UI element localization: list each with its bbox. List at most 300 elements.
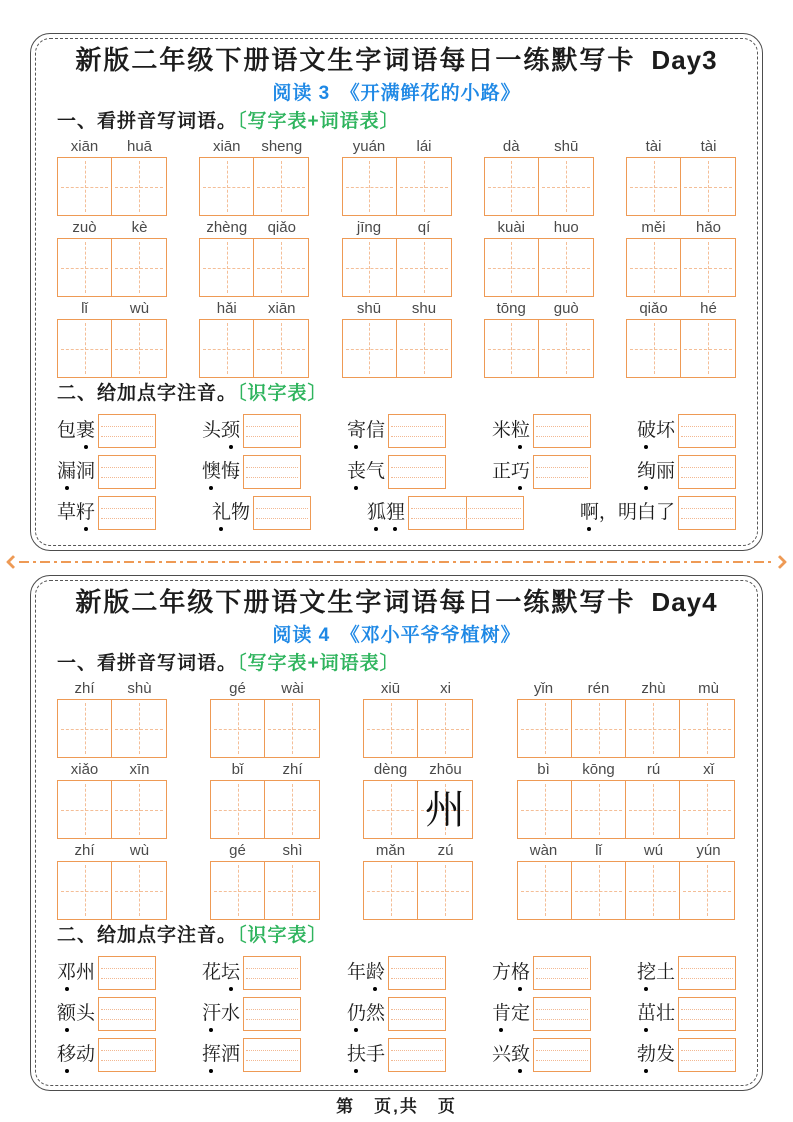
pinyin-syllable: shù [127, 680, 152, 697]
annotation-item [580, 496, 736, 530]
pinyin-syllable: qiǎo [639, 300, 668, 317]
card-title-text: 新版二年级下册语文生字词语每日一练默写卡 [75, 46, 636, 75]
section-one-note: 〔写字表+词语表〕 [237, 653, 400, 674]
section-two-note: 〔识字表〕 [237, 925, 328, 946]
character: 花 [201, 962, 221, 983]
pinyin-section [57, 679, 736, 920]
pinyin-syllable: xīn [129, 761, 150, 778]
annotation-item [367, 496, 524, 530]
character: 发 [655, 1044, 675, 1065]
character: 动 [76, 1044, 96, 1065]
writing-cell[interactable] [572, 781, 626, 838]
pinyin-syllable: kōng [582, 761, 615, 778]
writing-cell[interactable] [626, 700, 680, 757]
pinyin-syllable: xiān [267, 300, 296, 317]
pinyin-word-group [57, 760, 167, 839]
answer-box[interactable] [98, 455, 156, 489]
writing-cell[interactable] [418, 862, 472, 919]
section-two-label: 二、给加点字注音。 [57, 925, 238, 946]
pinyin-row [57, 137, 736, 216]
pinyin-syllable: dà [502, 138, 520, 155]
pinyin-syllable: měi [641, 219, 666, 236]
writing-grid [342, 157, 452, 216]
answer-box[interactable] [243, 997, 301, 1031]
character: 头 [76, 1003, 96, 1024]
writing-grid [57, 780, 167, 839]
pinyin-labels [516, 760, 736, 779]
answer-box[interactable] [533, 455, 591, 489]
pinyin-labels [363, 841, 473, 860]
writing-cell[interactable] [265, 781, 319, 838]
section-one-heading [57, 651, 736, 677]
pinyin-syllable: zhōu [429, 761, 462, 778]
writing-grid [626, 157, 736, 216]
pinyin-syllable: zhí [74, 842, 95, 859]
accented-character: 勃 [636, 1044, 656, 1065]
writing-cell[interactable] [58, 239, 112, 296]
answer-box[interactable] [408, 496, 524, 530]
annotation-word [492, 419, 530, 443]
annotation-word [492, 961, 530, 985]
writing-cell[interactable] [397, 158, 451, 215]
writing-cell[interactable] [343, 158, 397, 215]
pinyin-syllable: bǐ [231, 761, 244, 778]
answer-box[interactable] [388, 1038, 446, 1072]
writing-cell[interactable] [539, 239, 593, 296]
writing-cell[interactable] [265, 700, 319, 757]
pinyin-labels [210, 841, 320, 860]
pinyin-syllable: jīng [356, 219, 382, 236]
pinyin-word-group [342, 137, 452, 216]
annotation-item [347, 1038, 446, 1072]
pinyin-syllable: zhèng [206, 219, 248, 236]
writing-grid [57, 238, 167, 297]
answer-box[interactable] [243, 455, 301, 489]
character: 洒 [221, 1044, 241, 1065]
pinyin-syllable: zuò [72, 219, 97, 236]
pinyin-syllable: mǎn [375, 842, 406, 859]
annotation-word [492, 460, 530, 484]
writing-cell[interactable] [211, 862, 265, 919]
pinyin-syllable: shu [411, 300, 437, 317]
writing-cell[interactable] [364, 700, 418, 757]
writing-cell[interactable] [112, 239, 166, 296]
answer-box[interactable] [678, 997, 736, 1031]
answer-box[interactable] [678, 414, 736, 448]
pinyin-syllable: shū [554, 138, 579, 155]
annotation-word [57, 1002, 95, 1026]
pinyin-syllable: qiǎo [267, 219, 296, 236]
answer-box[interactable] [98, 997, 156, 1031]
pinyin-syllable: tài [645, 138, 662, 155]
card-title-text: 新版二年级下册语文生字词语每日一练默写卡 [75, 588, 636, 617]
writing-cell[interactable] [58, 158, 112, 215]
answer-box[interactable] [533, 956, 591, 990]
pinyin-word-group [199, 299, 309, 378]
writing-cell[interactable] [200, 320, 254, 377]
writing-cell[interactable] [112, 700, 166, 757]
pinyin-word-group [210, 841, 320, 920]
annotation-word [202, 1043, 240, 1067]
writing-cell[interactable] [58, 781, 112, 838]
answer-box[interactable] [678, 1038, 736, 1072]
writing-cell[interactable] [418, 781, 472, 838]
accented-character: 籽 [76, 502, 96, 523]
answer-box[interactable] [388, 956, 446, 990]
character: 了 [655, 502, 675, 523]
annotation-word [57, 501, 95, 525]
pinyin-syllable: kè [131, 219, 148, 236]
section-two-heading [57, 923, 736, 949]
answer-box[interactable] [533, 414, 591, 448]
character: 方 [491, 962, 511, 983]
day-badge: Day4 [651, 587, 718, 617]
writing-grid [363, 699, 473, 758]
writing-cell[interactable] [485, 320, 539, 377]
card-day3 [30, 33, 763, 551]
accented-character: 挖 [636, 962, 656, 983]
character: 然 [365, 1003, 385, 1024]
annotation-item [202, 455, 301, 489]
writing-cell[interactable] [572, 862, 626, 919]
writing-cell[interactable] [112, 781, 166, 838]
annotation-item [57, 496, 156, 530]
annotation-row [57, 956, 736, 990]
writing-cell[interactable] [211, 781, 265, 838]
character: 物 [230, 502, 250, 523]
character: 草 [57, 502, 77, 523]
pinyin-syllable: xi [440, 680, 451, 697]
answer-box[interactable] [243, 1038, 301, 1072]
annotation-word [637, 419, 675, 443]
annotation-section [57, 414, 736, 530]
annotation-item [637, 997, 736, 1031]
accented-character: 懊 [201, 461, 221, 482]
answer-box[interactable] [533, 997, 591, 1031]
card-subtitle: 阅读 3 《开满鲜花的小路》 [272, 83, 521, 104]
pinyin-syllable: rén [587, 680, 610, 697]
writing-cell[interactable] [627, 158, 681, 215]
pinyin-labels [484, 137, 594, 156]
annotation-word [57, 419, 95, 443]
pinyin-labels [199, 218, 309, 237]
answer-box[interactable] [678, 496, 736, 530]
annotation-item [637, 956, 736, 990]
annotation-row [57, 496, 736, 530]
answer-box[interactable] [388, 455, 446, 489]
answer-box[interactable] [98, 956, 156, 990]
writing-cell[interactable] [254, 320, 308, 377]
writing-cell[interactable] [397, 320, 451, 377]
pinyin-word-group [342, 299, 452, 378]
pinyin-word-group [199, 137, 309, 216]
answer-box[interactable] [253, 496, 311, 530]
pinyin-row [57, 299, 736, 378]
writing-cell[interactable] [518, 781, 572, 838]
answer-box[interactable] [243, 414, 301, 448]
writing-cell[interactable] [211, 700, 265, 757]
pinyin-word-group [484, 137, 594, 216]
accented-character: 坛 [221, 962, 241, 983]
divider-arrow-left-icon [6, 555, 20, 569]
annotation-item [347, 997, 446, 1031]
section-two-label: 二、给加点字注音。 [57, 383, 238, 404]
annotation-item [492, 997, 591, 1031]
writing-cell[interactable] [343, 239, 397, 296]
writing-cell[interactable] [58, 320, 112, 377]
writing-cell[interactable] [397, 239, 451, 296]
writing-cell[interactable] [364, 862, 418, 919]
accented-character: 格 [510, 962, 530, 983]
section-one-note: 〔写字表+词语表〕 [237, 111, 400, 132]
pinyin-word-group [199, 218, 309, 297]
accented-character: 啊 [579, 502, 599, 523]
prefilled-character: 州 [425, 786, 465, 832]
annotation-item [347, 455, 446, 489]
pinyin-syllable: xiū [380, 680, 401, 697]
writing-grid [210, 780, 320, 839]
answer-box[interactable] [98, 496, 156, 530]
accented-character: 绚 [636, 461, 656, 482]
pinyin-word-group [57, 137, 167, 216]
annotation-word [57, 961, 95, 985]
accented-character: 颈 [221, 420, 241, 441]
annotation-word [202, 460, 240, 484]
pinyin-syllable: tōng [496, 300, 526, 317]
pinyin-syllable: huā [126, 138, 153, 155]
card-subtitle: 阅读 4 《邓小平爷爷植树》 [272, 625, 521, 646]
pinyin-word-group [57, 218, 167, 297]
writing-cell[interactable] [681, 239, 735, 296]
answer-box[interactable] [98, 414, 156, 448]
character: 水 [221, 1003, 241, 1024]
accented-character: 仍 [346, 1003, 366, 1024]
writing-cell[interactable] [112, 320, 166, 377]
pinyin-labels [57, 299, 167, 318]
accented-character: 破 [636, 420, 656, 441]
writing-cell[interactable] [343, 320, 397, 377]
annotation-item [347, 956, 446, 990]
writing-cell[interactable] [680, 862, 734, 919]
writing-cell[interactable] [518, 862, 572, 919]
pinyin-word-group [363, 841, 473, 920]
writing-cell[interactable] [539, 320, 593, 377]
annotation-word [57, 1043, 95, 1067]
accented-character: 粒 [510, 420, 530, 441]
writing-cell[interactable] [572, 700, 626, 757]
section-two-note: 〔识字表〕 [237, 383, 328, 404]
writing-cell[interactable] [518, 700, 572, 757]
pinyin-word-group [484, 299, 594, 378]
answer-box[interactable] [388, 997, 446, 1031]
writing-cell[interactable] [112, 862, 166, 919]
annotation-row [57, 997, 736, 1031]
writing-grid [517, 699, 735, 758]
annotation-row [57, 414, 736, 448]
character: 土 [655, 962, 675, 983]
answer-box[interactable] [678, 956, 736, 990]
annotation-item [57, 997, 156, 1031]
pinyin-labels [210, 760, 320, 779]
writing-grid [199, 157, 309, 216]
pinyin-labels [484, 218, 594, 237]
accented-character: 挥 [201, 1044, 221, 1065]
pinyin-syllable: lǐ [81, 300, 88, 317]
writing-grid [342, 238, 452, 297]
writing-cell[interactable] [680, 781, 734, 838]
page-divider [8, 555, 785, 569]
annotation-item [57, 956, 156, 990]
annotation-word [212, 501, 250, 525]
character: 明 [617, 502, 637, 523]
writing-cell[interactable] [626, 781, 680, 838]
answer-box[interactable] [388, 414, 446, 448]
pinyin-labels [363, 760, 473, 779]
annotation-item [347, 414, 446, 448]
writing-cell[interactable] [200, 158, 254, 215]
accented-character: 移 [57, 1044, 77, 1065]
divider-line [19, 561, 774, 564]
accented-character: 致 [510, 1044, 530, 1065]
pinyin-syllable: shì [282, 842, 303, 859]
answer-box[interactable] [678, 455, 736, 489]
pinyin-labels [57, 137, 167, 156]
pinyin-syllable: zú [437, 842, 454, 859]
pinyin-syllable: wù [129, 842, 150, 859]
character: 信 [365, 420, 385, 441]
annotation-word [57, 460, 95, 484]
writing-grid [484, 238, 594, 297]
writing-cell[interactable] [627, 320, 681, 377]
annotation-row [57, 455, 736, 489]
pinyin-section [57, 137, 736, 378]
page-footer: 第 页,共 页 [336, 1097, 457, 1116]
answer-box-divider [466, 497, 467, 529]
writing-cell[interactable] [626, 862, 680, 919]
writing-grid [199, 238, 309, 297]
character: 洞 [76, 461, 96, 482]
annotation-row [57, 1038, 736, 1072]
writing-cell[interactable] [680, 700, 734, 757]
character: 兴 [491, 1044, 511, 1065]
writing-cell[interactable] [254, 239, 308, 296]
pinyin-labels [516, 679, 736, 698]
character: 定 [510, 1003, 530, 1024]
writing-cell[interactable] [58, 700, 112, 757]
pinyin-labels [342, 218, 452, 237]
annotation-item [57, 455, 156, 489]
card-title [57, 585, 736, 620]
pinyin-syllable: yún [696, 842, 721, 859]
annotation-item [202, 956, 301, 990]
writing-cell[interactable] [200, 239, 254, 296]
pinyin-syllable: zhí [74, 680, 95, 697]
writing-cell[interactable] [265, 862, 319, 919]
pinyin-syllable: hé [700, 300, 717, 317]
character: 坏 [655, 420, 675, 441]
writing-grid [363, 780, 473, 839]
character: 手 [365, 1044, 385, 1065]
accented-character: 邓 [57, 962, 77, 983]
annotation-item [212, 496, 311, 530]
pinyin-syllable: guò [553, 300, 579, 317]
answer-box[interactable] [98, 1038, 156, 1072]
pinyin-word-group [516, 679, 736, 758]
writing-cell[interactable] [58, 862, 112, 919]
pinyin-syllable: xiān [212, 138, 241, 155]
pinyin-syllable: mù [698, 680, 719, 697]
section-one-label: 一、看拼音写词语。 [57, 111, 238, 132]
writing-cell[interactable] [364, 781, 418, 838]
accented-character: 额 [57, 1003, 77, 1024]
writing-cell[interactable] [254, 158, 308, 215]
annotation-item [637, 455, 736, 489]
pinyin-syllable: wú [643, 842, 664, 859]
writing-grid [57, 157, 167, 216]
writing-grid [199, 319, 309, 378]
pinyin-syllable: yuán [352, 138, 386, 155]
accented-character: 巧 [510, 461, 530, 482]
accented-character: 狐 [366, 502, 386, 523]
annotation-word [637, 1043, 675, 1067]
writing-cell[interactable] [485, 239, 539, 296]
writing-cell[interactable] [627, 239, 681, 296]
annotation-item [492, 1038, 591, 1072]
writing-grid [57, 861, 167, 920]
writing-cell[interactable] [112, 158, 166, 215]
pinyin-labels [342, 299, 452, 318]
pinyin-syllable: hǎi [216, 300, 237, 317]
pinyin-syllable: sheng [261, 138, 303, 155]
annotation-item [202, 1038, 301, 1072]
pinyin-row [57, 760, 736, 839]
pinyin-syllable: zhí [282, 761, 303, 778]
writing-cell[interactable] [418, 700, 472, 757]
pinyin-syllable: shū [356, 300, 382, 317]
writing-cell[interactable] [681, 320, 735, 377]
answer-box[interactable] [533, 1038, 591, 1072]
annotation-item [492, 414, 591, 448]
character: 米 [491, 420, 511, 441]
answer-box[interactable] [243, 956, 301, 990]
annotation-word [202, 961, 240, 985]
annotation-word [637, 460, 675, 484]
writing-grid [484, 319, 594, 378]
annotation-item [57, 414, 156, 448]
writing-grid [626, 319, 736, 378]
writing-grid [517, 861, 735, 920]
pinyin-word-group [363, 679, 473, 758]
accented-character: 裹 [76, 420, 96, 441]
pinyin-labels [626, 299, 736, 318]
accented-character: 汗 [201, 1003, 221, 1024]
annotation-word [347, 419, 385, 443]
pinyin-syllable: wàn [529, 842, 558, 859]
pinyin-labels [57, 218, 167, 237]
pinyin-word-group [57, 299, 167, 378]
character: 丽 [655, 461, 675, 482]
accented-character: 茁 [636, 1003, 656, 1024]
annotation-word [580, 501, 675, 525]
character: 正 [491, 461, 511, 482]
writing-grid [342, 319, 452, 378]
character: 年 [346, 962, 366, 983]
writing-cell[interactable] [539, 158, 593, 215]
writing-cell[interactable] [681, 158, 735, 215]
annotation-word [492, 1002, 530, 1026]
accented-character: 扶 [346, 1044, 366, 1065]
writing-cell[interactable] [485, 158, 539, 215]
